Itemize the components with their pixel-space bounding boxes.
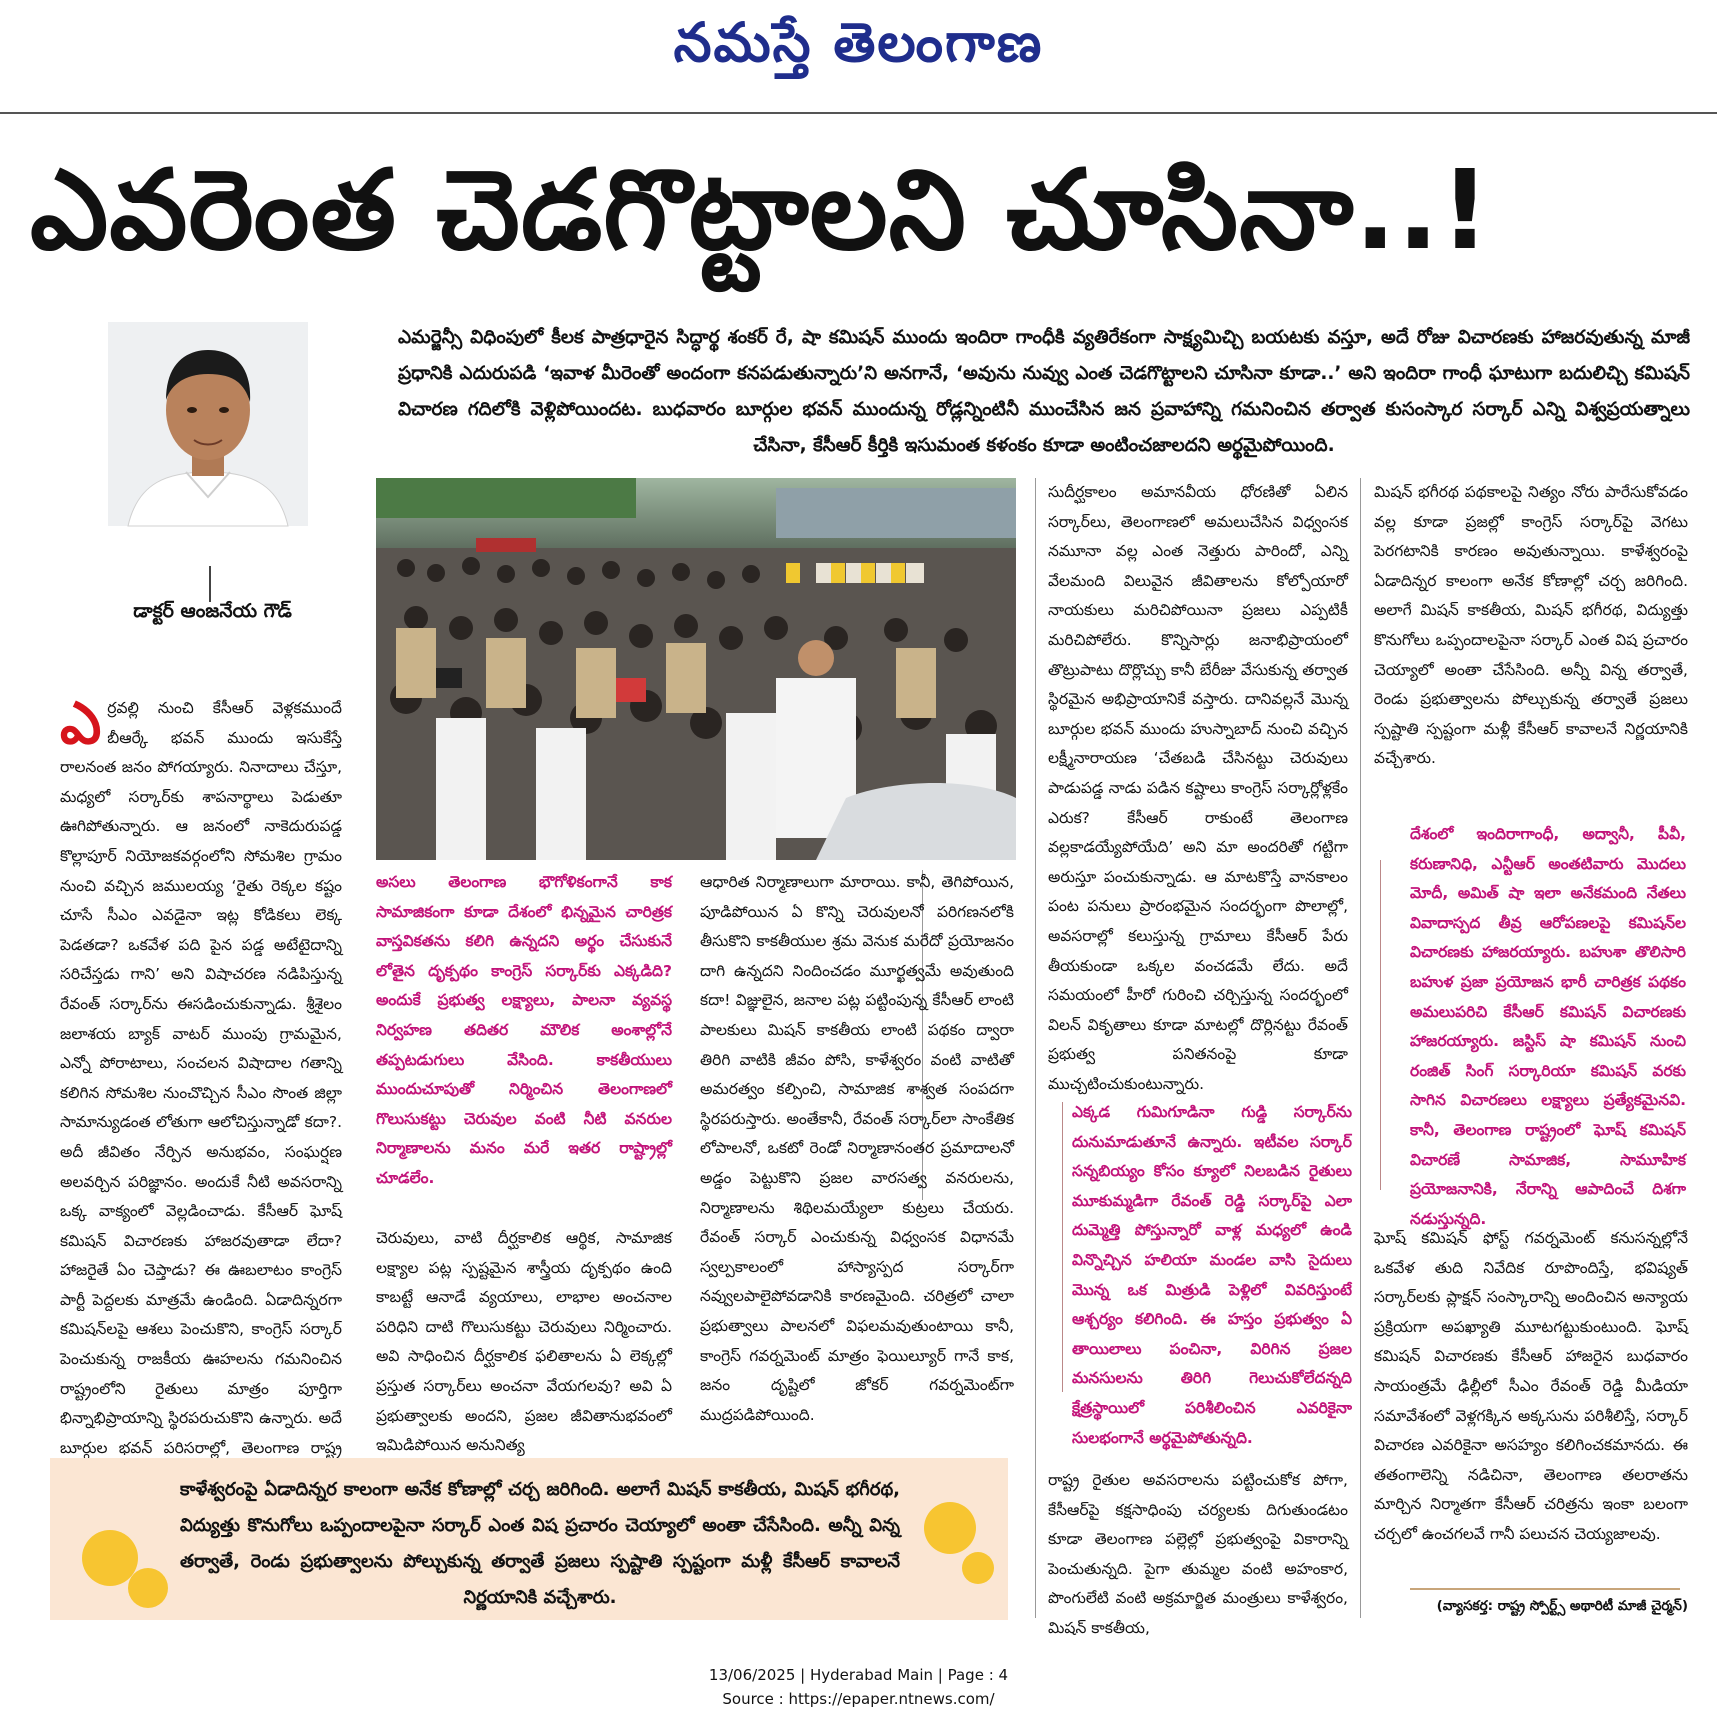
masthead-title: నమస్తే తెలంగాణ bbox=[673, 10, 1044, 74]
masthead-rule bbox=[0, 112, 1717, 114]
column-divider bbox=[1380, 860, 1381, 1190]
author-credit: (వ్యాసకర్త: రాష్ట్ర స్పోర్ట్స్ అథారిటీ మాజీ చైర్మన్) bbox=[1436, 1598, 1688, 1614]
article-column-4-top: సుదీర్ఘకాలం అమానవీయ ధోరణితో ఏలిన సర్కార్‌లు, తెలంగాణలో అమలుచేసిన విధ్వంసక నమూనా వల్ల ఎంత నెత్తురు పారిందో, ఎన్ని వేలమంది విలువైన జీవితాలను కోల్పోయారో నాయకులు మరిచిపోయినా ప్రజలు ఎప్పటికీ మరిచిపోలేరు. కొన్నిసార్లు జనాభిప్రాయంలో తొట్రుపాటు దొర్లొచ్చు కానీ బేరీజు వేసుకున్న తర్వాత స్థిరమైన అభిప్రాయానికే వస్తారు. దానివల్లనే మొన్న బూర్గుల భవన్ ముందు హుస్నాబాద్ నుంచి వచ్చిన లక్ష్మీనారాయణ ‘చేతబడి చేసినట్టు చెరువులు పాడుపడ్డ నాడు పడిన కష్టాలు కాంగ్రెస్ సర్కార్లోళ్లకేం ఎరుక? కేసీఆర్ రాకుంటే తెలంగాణ వల్లకాడయ్యేపోయేది’ అని మా అందరితో గట్టిగా అరుస్తూ పంచుకున్నాడు. ఆ మాటకొస్తే వానకాలం పంట పనులు ప్రారంభమైన సందర్భంగా పొలాల్లో, అవసరాల్లో కలుస్తున్న గ్రామాలు కేసీఆర్ పేరు తీయకుండా ఒక్కల వంచడమే లేదు. అదే సమయంలో హీరో గురించి చర్చిస్తున్న సందర్భంలో విలన్ వికృతాలు కూడా మాటల్లో దొర్లినట్టు రేవంత్ ప్రభుత్వ పనితనంపై కూడా ముచ్చటించుకుంటున్నారు. bbox=[1048, 483, 1348, 1093]
headline: ఎవరెంత చెడగొట్టాలని చూసినా..! bbox=[30, 146, 1492, 274]
footer-date-edition: 13/06/2025 | Hyderabad Main | Page : 4 bbox=[708, 1666, 1009, 1684]
column-divider bbox=[1360, 478, 1361, 1618]
article-column-3: ఆధారిత నిర్మాణాలుగా మారాయి. కానీ, తెగిపోయిన, పూడిపోయిన ఏ కొన్ని చెరువులనో పరిగణనలోకి తీసుకొని కాకతీయుల శ్రమ వెనుక మరేదో ప్రయోజనం దాగి ఉన్నదని నిందించడం మూర్ఖత్వమే అవుతుంది కదా! విజ్ఞులైన, జనాల పట్ల పట్టింపున్న కేసీఆర్ లాంటి పాలకులు మిషన్ కాకతీయ లాంటి పథకం ద్వారా తిరిగి వాటికి జీవం పోసి, కాళేశ్వరం వంటి వాటితో అమరత్వం కల్పించి, సామాజిక శాశ్వత సంపదగా స్థిరపరుస్తారు. అంతేకానీ, రేవంత్ సర్కార్‌లా సాంకేతిక లోపాలనో, ఒకటో రెండో నిర్మాణానంతర ప్రమాదాలనో అడ్డం పెట్టుకొని ప్రజల వారసత్వ వనరులను, నిర్మాణాలను శిథిలమయ్యేలా కుట్రలు చేయరు. రేవంత్ సర్కార్ ఎంచుకున్న విధ్వంసక విధానమే స్వల్పకాలంలో హాస్యాస్పద సర్కార్‌గా నవ్వులపాలైపోవడానికి కారణమైంది. చరిత్రలో చాలా ప్రభుత్వాలు పాలనలో విఫలమవుతుంటాయి కానీ, కాంగ్రెస్ గవర్నమెంట్ మాత్రం ఫెయిల్యూర్ గానే కాక, జనం దృష్టిలో జోకర్ గవర్నమెంట్‌గా ముద్రపడిపోయింది. bbox=[700, 873, 1014, 1424]
footer-source: Source : https://epaper.ntnews.com/ bbox=[722, 1690, 995, 1708]
article-column-2: చెరువులు, వాటి దీర్ఘకాలిక ఆర్థిక, సామాజిక లక్ష్యాల పట్ల స్పష్టమైన శాస్త్రీయ దృక్పథం ఉంది కాబట్టే ఆనాడే వ్యయాలు, లాభాల అంచనాల పరిధిని దాటి గొలుసుకట్టు చెరువులు నిర్మించారు. అవి సాధించిన దీర్ఘకాలిక ఫలితాలను ఏ లెక్కల్లో ప్రస్తుత సర్కార్‌లు అంచనా వేయగలవు? అవి ఏ ప్రభుత్వాలకు అందని, ప్రజల జీవితానుభవంలో ఇమిడిపోయిన అనునిత్య bbox=[376, 1229, 672, 1455]
article-column-5-bottom: ఘోష్ కమిషన్ ఫోస్ట్ గవర్నమెంట్ కనుసన్నల్లోనే ఒకవేళ తుది నివేదిక రూపొందిస్తే, భవిష్యత్ సర్కార్‌లకు ప్లాక్షన్ సంస్కారాన్ని అందించిన అన్యాయ ప్రక్రియగా అపఖ్యాతి మూటగట్టుకుంటుంది. ఘోష్ కమిషన్ విచారణకు కేసీఆర్ హాజరైన బుధవారం సాయంత్రమే ఢిల్లీలో సీఎం రేవంత్ రెడ్డి మీడియా సమావేశంలో వెళ్లగక్కిన అక్కసును పరిశీలిస్తే, సర్కార్ విచారణ ఎవరికైనా అసహ్యం కలిగించకమానదు. ఈ తతంగాలెన్ని నడిచినా, తెలంగాణ తలరాతను మార్చిన నిర్మాతగా కేసీఆర్ చరిత్రను ఇంకా బలంగా చర్చలో ఉంచగలవే గానీ పలుచన చెయ్యజాలవు. bbox=[1374, 1229, 1688, 1543]
news-photo bbox=[376, 478, 1016, 860]
byline-divider bbox=[209, 566, 211, 602]
drop-cap: ఎ bbox=[60, 689, 102, 757]
article-column-5-top: మిషన్ భగీరథ పథకాలపై నిత్యం నోరు పారేసుకోవడం వల్ల కూడా ప్రజల్లో కాంగ్రెస్ సర్కార్‌పై వెగటు పెరగటానికి కారణం అవుతున్నాయి. కాళేశ్వరంపై ఏడాదిన్నర కాలంగా అనేక కోణాల్లో చర్చ జరిగింది. అలాగే మిషన్ కాకతీయ, మిషన్ భగీరథ, విద్యుత్తు కొనుగోలు ఒప్పందాలపైనా సర్కార్ ఎంత విష ప్రచారం చెయ్యాలో అంతా చేసేసింది. అన్నీ విన్న తర్వాతే, రెండు ప్రభుత్వాలను పోల్చుకున్న తర్వాతే ప్రజలు స్పష్టాతి స్పష్టంగా మళ్లీ కేసీఆర్ కావాలనే నిర్ణయానికి వచ్చేశారు. bbox=[1374, 483, 1688, 768]
article-column-4-bottom: రాష్ట్ర రైతుల అవసరాలను పట్టించుకోక పోగా, కేసీఆర్‌పై కక్షసాధింపు చర్యలకు దిగుతుండటం కూడా తెలంగాణ పల్లెల్లో ప్రభుత్వంపై వికారాన్ని పెంచుతున్నది. పైగా తుమ్మల వంటి అహంకార, పొంగులేటి వంటి అక్రమార్జిత మంత్రులు కాళేశ్వరం, మిషన్ కాకతీయ, bbox=[1048, 1471, 1348, 1637]
credit-rule bbox=[1410, 1588, 1680, 1590]
highlight-column-2: అసలు తెలంగాణ భౌగోళికంగానే కాక సామాజికంగా కూడా దేశంలో భిన్నమైన చారిత్రక వాస్తవికతను కలిగి ఉన్నదని అర్థం చేసుకునే లోతైన దృక్పథం కాంగ్రెస్ సర్కార్‌కు ఎక్కడిది? అందుకే ప్రభుత్వ లక్ష్యాలు, పాలనా వ్యవస్థ నిర్వహణ తదితర మౌలిక అంశాల్లోనే తప్పటడుగులు వేసింది. కాకతీయులు ముందుచూపుతో నిర్మించిన తెలంగాణలో గొలుసుకట్టు చెరువుల వంటి నీటి వనరుల నిర్మాణాలను మనం మరే ఇతర రాష్ట్రాల్లో చూడలేం. bbox=[376, 873, 672, 1187]
author-photo bbox=[108, 322, 308, 526]
column-divider bbox=[1062, 1102, 1063, 1392]
author-name: డాక్టర్ ఆంజనేయ గౌడ్ bbox=[133, 600, 292, 622]
highlight-column-5: దేశంలో ఇందిరాగాంధీ, అద్వానీ, పీవీ, కరుణానిధి, ఎన్టీఆర్ అంతటివారు మొదలు మోదీ, అమిత్ షా ఇలా అనేకమంది నేతలు వివాదాస్పద తీవ్ర ఆరోపణలపై కమిషన్‌ల విచారణకు హాజరయ్యారు. బహుశా తొలిసారి బహుళ ప్రజా ప్రయోజన భారీ చారిత్రక పథకం అమలుపరిచి కేసీఆర్ కమిషన్ విచారణకు హాజరయ్యారు. జస్టిస్ షా కమిషన్ నుంచి రంజిత్ సింగ్ సర్కారియా కమిషన్ వరకు సాగిన విచారణలు లక్ష్యాలు ప్రత్యేకమైనవి. కానీ, తెలంగాణ రాష్ట్రంలో ఘోష్ కమిషన్ విచారణే సామాజిక, సామూహిక ప్రయోజనానికి, నేరాన్ని ఆపాదించే దిశగా నడుస్తున్నది. bbox=[1410, 825, 1686, 1228]
column-1-text: ర్రవల్లి నుంచి కేసీఆర్ వెళ్లకముందే బీఆర్కే భవన్ ముందు ఇసుకేస్తే రాలనంత జనం పోగయ్యారు. నినాదాలు చేస్తూ, మధ్యలో సర్కార్‌కు శాపనార్థాలు పెడుతూ ఊగిపోతున్నారు. ఆ జనంలో నాకెదురుపడ్డ కొల్లాపూర్ నియోజకవర్గంలోని సోమశిల గ్రామం నుంచి వచ్చిన జములయ్య ‘రైతు రెక్కల కష్టం చూసే సీఎం ఎవడైనా ఇట్ల కోడికలు లెక్క పెడతడా? ఒకవేళ పది పైన పడ్డ అటేటైదాన్ని సరిచేస్తడు గాని’ అని విషాచరణ నడిపిస్తున్న రేవంత్ సర్కార్‌ను ఈసడించుకున్నాడు. శ్రీశైలం జలాశయ బ్యాక్ వాటర్ ముంపు గ్రామమైన, ఎన్నో పోరాటాలు, సంచలన విషాదాల గతాన్ని కలిగిన సోమశిల నుంచొచ్చిన సీఎం సొంత జిల్లా సామాన్యుడంత లోతుగా ఆలోచిస్తున్నాడో కదా?. అదీ జీవితం నేర్పిన అనుభవం, సంఘర్షణ అలవర్చిన పరిజ్ఞానం. అందుకే నీటి అవసరాన్ని ఒక్క వాక్యంలో వెల్లడించాడు. కేసీఆర్ ఘోష్ కమిషన్ విచారణకు హాజరవుతాడా లేదా? హాజరైతే ఏం చెప్తాడు? ఈ ఊబలాటం కాంగ్రెస్ పార్టీ పెద్దలకు మాత్రమే ఉండింది. ఏడాదిన్నరగా కమిషన్‌లపై ఆశలు పెంచుకొని, కాంగ్రెస్ సర్కార్ పెంచుకున్న రాజకీయ ఊహలను గమనించిన రాష్ట్రంలోని రైతులు మాత్రం పూర్తిగా భిన్నాభిప్రాయాన్ని స్థిరపరుచుకొని ఉన్నారు. అదే బూర్గుల భవన్ పరిసరాల్లో, తెలంగాణ రాష్ట్ర bbox=[60, 699, 342, 1457]
article-column-1 bbox=[60, 689, 342, 1457]
column-divider bbox=[1035, 478, 1036, 1618]
intro-paragraph: ఎమర్జెన్సీ విధింపులో కీలక పాత్రధారైన సిద్ధార్థ శంకర్ రే, షా కమిషన్ ముందు ఇందిరా గాంధీకి వ్యతిరేకంగా సాక్ష్యమిచ్చి బయటకు వస్తూ, అదే రోజు విచారణకు హాజరవుతున్న మాజీ ప్రధానికి ఎదురుపడి ‘ఇవాళ మీరెంతో అందంగా కనపడుతున్నారు’ని అనగానే, ‘అవును నువ్వు ఎంత చెడగొట్టాలని చూసినా కూడా..’ అని ఇందిరా గాంధీ ఘాటుగా బదులిచ్చి కమిషన్ విచారణ గదిలోకి వెళ్లిపోయిందట. బుధవారం బూర్గుల భవన్ ముందున్న రోడ్లన్నింటినీ ముంచేసిన జన ప్రవాహాన్ని గమనించిన తర్వాత కుసంస్కార సర్కార్ ఎన్ని విశ్వప్రయత్నాలు చేసినా, కేసీఆర్ కీర్తికి ఇసుమంత కళంకం కూడా అంటించజాలదని అర్థమైపోయింది. bbox=[398, 327, 1690, 456]
pull-quote-text: కాళేశ్వరంపై ఏడాదిన్నర కాలంగా అనేక కోణాల్లో చర్చ జరిగింది. అలాగే మిషన్ కాకతీయ, మిషన్ భగీరథ, విద్యుత్తు కొనుగోలు ఒప్పందాలపైనా సర్కార్ ఎంత విష ప్రచారం చెయ్యాలో అంతా చేసేసింది. అన్నీ విన్న తర్వాతే, రెండు ప్రభుత్వాలను పోల్చుకున్న తర్వాతే ప్రజలు స్పష్టాతి స్పష్టంగా మళ్లీ కేసీఆర్ కావాలనే నిర్ణయానికి వచ్చేశారు. bbox=[180, 1479, 900, 1608]
highlight-column-4: ఎక్కడ గుమిగూడినా గుడ్డి సర్కార్‌ను దునుమాడుతూనే ఉన్నారు. ఇటీవల సర్కార్ సన్నబియ్యం కోసం క్యూలో నిలబడిన రైతులు మూకుమ్మడిగా రేవంత్ రెడ్డి సర్కార్‌పై ఎలా దుమ్మెత్తి పోస్తున్నారో వాళ్ల మధ్యలో ఉండి విన్నొచ్చిన హలియా మండల వాసి సైదులు మొన్న ఒక మిత్రుడి పెళ్లిలో వివరిస్తుంటే ఆశ్చర్యం కలిగింది. ఈ హస్తం ప్రభుత్వం ఏ తాయిలాలు పంచినా, విరిగిన ప్రజల మనసులను తిరిగి గెలుచుకోలేదన్నది క్షేత్రస్థాయిలో పరిశీలించిన ఎవరికైనా సులభంగానే అర్థమైపోతున్నది. bbox=[1072, 1103, 1352, 1447]
